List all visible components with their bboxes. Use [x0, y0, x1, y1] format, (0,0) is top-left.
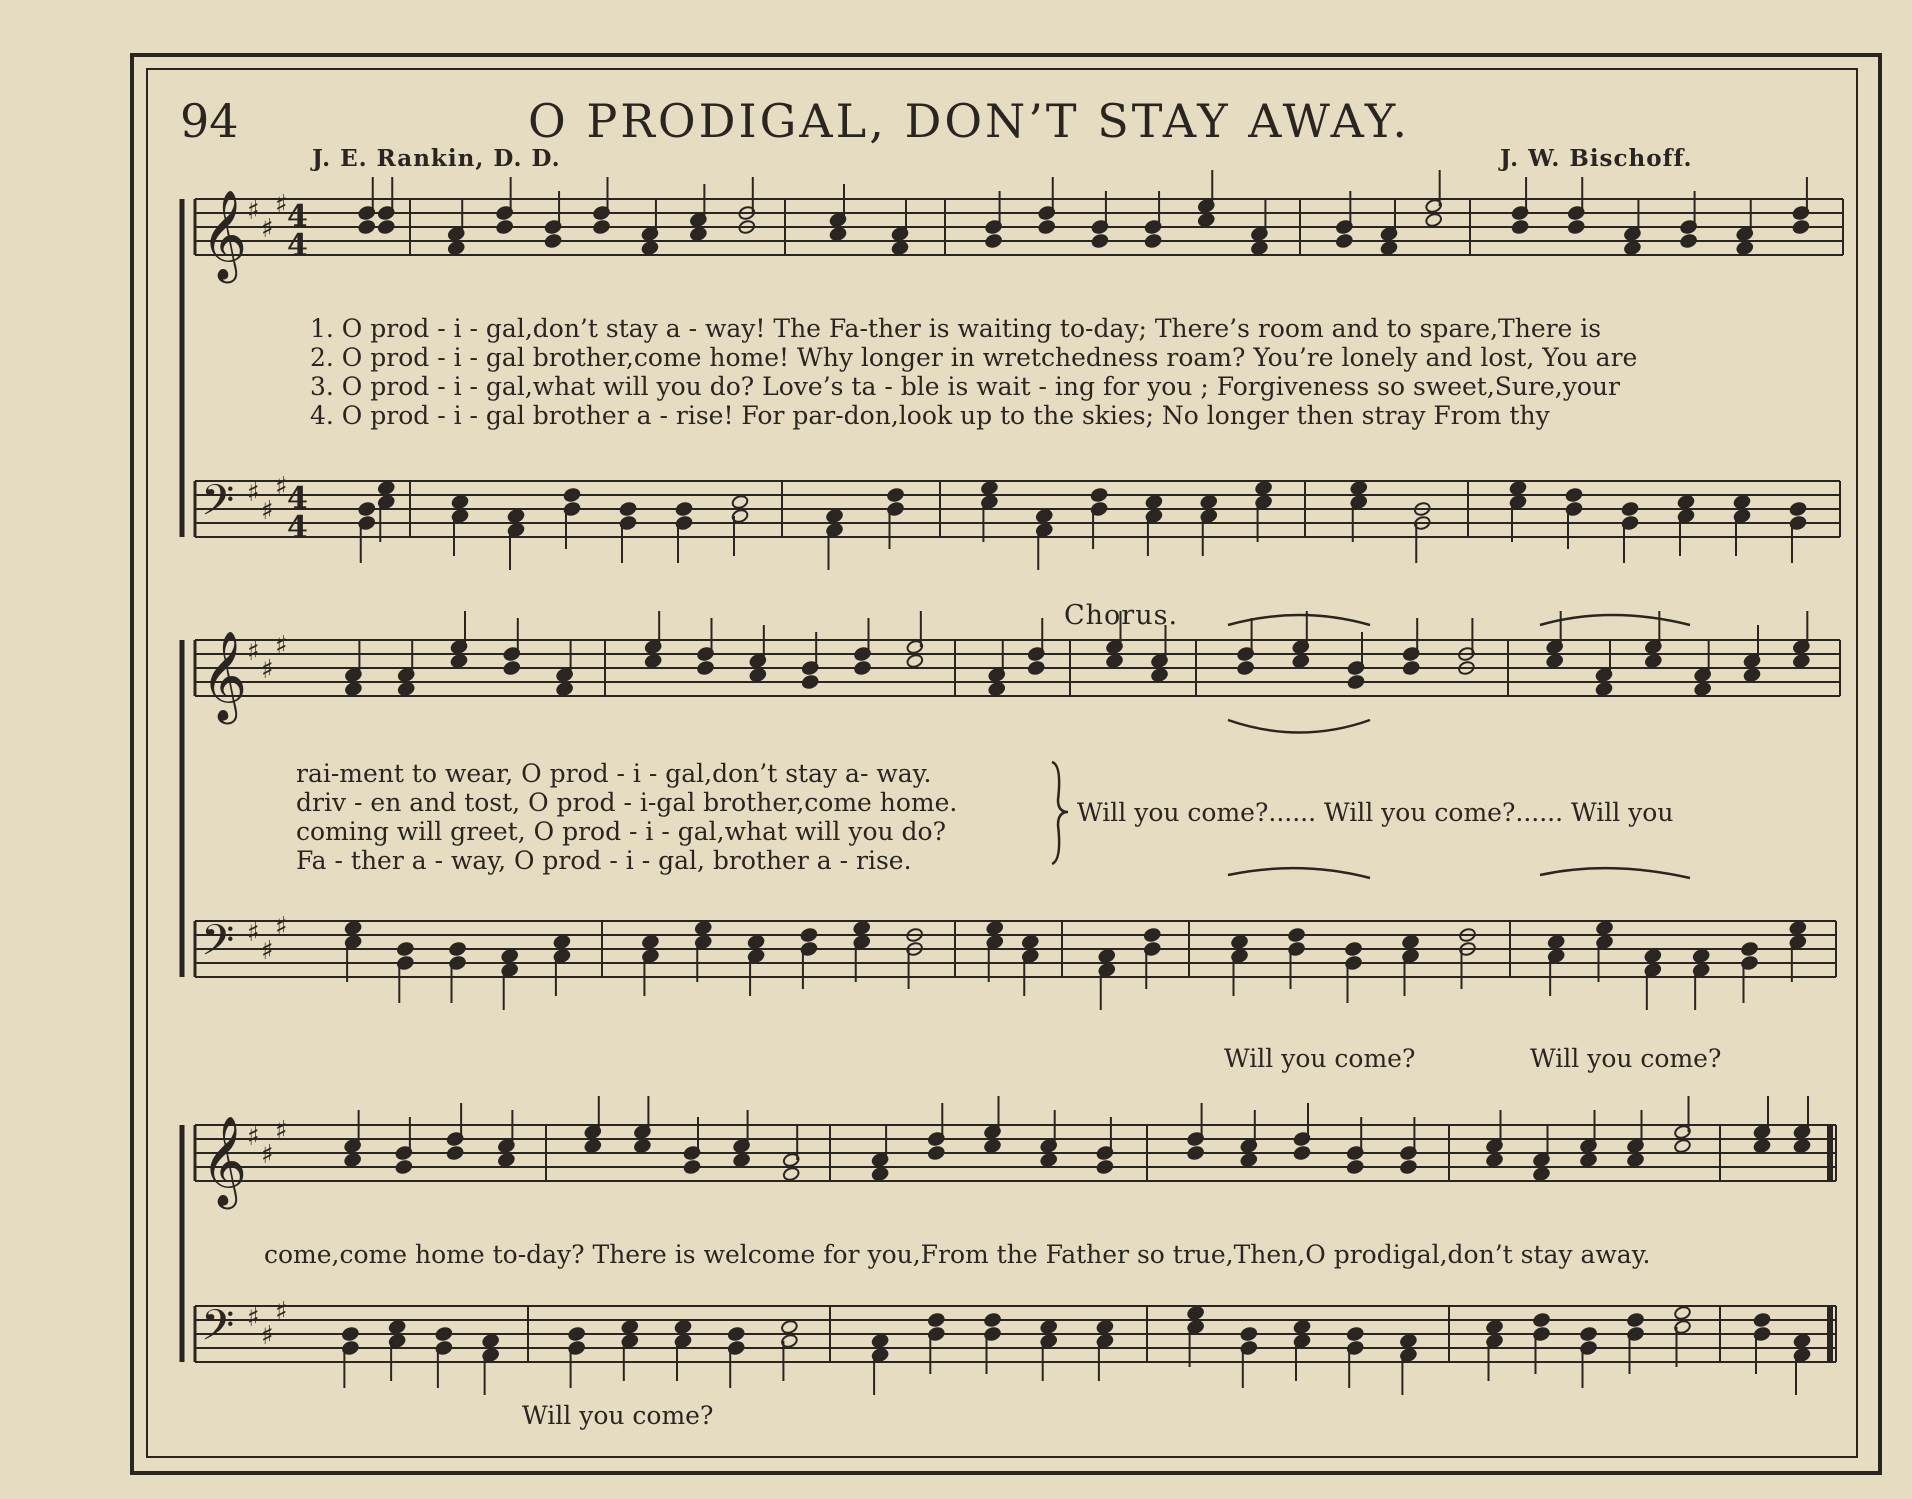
bass-clef-icon: 𝄢 — [201, 476, 235, 536]
notehead — [1753, 1138, 1771, 1153]
notehead — [1567, 219, 1585, 234]
notehead — [697, 660, 715, 675]
treble-clef-icon: 𝄞 — [201, 631, 248, 721]
notehead — [1736, 240, 1754, 255]
notehead — [1692, 948, 1710, 963]
notehead — [1623, 240, 1641, 255]
notehead — [449, 941, 467, 956]
notehead — [780, 1319, 798, 1334]
notehead — [584, 1138, 602, 1153]
chorus-label: Chorus. — [1064, 600, 1179, 631]
bass-response: Will you come? — [522, 1401, 714, 1430]
notehead — [1091, 233, 1109, 248]
notehead — [1038, 219, 1056, 234]
notehead — [800, 927, 818, 942]
notehead — [1143, 927, 1161, 942]
notehead — [1792, 653, 1810, 668]
notehead — [344, 1152, 362, 1167]
notehead — [1231, 934, 1249, 949]
notehead — [731, 494, 749, 509]
notehead — [927, 1312, 945, 1327]
chorus-response-1: Will you come? — [1224, 1044, 1416, 1073]
sharp-icon: ♯ — [261, 936, 274, 966]
notehead — [985, 233, 1003, 248]
notehead — [446, 1145, 464, 1160]
notehead — [689, 226, 707, 241]
composer-credit: J. W. Bischoff. — [1500, 145, 1693, 172]
notehead — [633, 1138, 651, 1153]
notehead — [1096, 1159, 1114, 1174]
verse-1-line-a: 1. O prod - i - gal,don’t stay a - way! The Fa-ther is waiting to-day; There’s room and to spare,There is — [310, 314, 1602, 343]
notehead — [1674, 1305, 1692, 1320]
notehead — [503, 660, 521, 675]
notehead — [1741, 941, 1759, 956]
verse-1-line-b: rai-ment to wear, O prod - i - gal,don’t stay a- way. — [296, 759, 932, 788]
notehead — [496, 219, 514, 234]
notehead — [988, 681, 1006, 696]
notehead — [344, 920, 362, 935]
notehead — [891, 240, 909, 255]
notehead — [344, 681, 362, 696]
notehead — [1402, 934, 1420, 949]
notehead — [1596, 920, 1614, 935]
sharp-icon: ♯ — [247, 1303, 260, 1333]
notehead — [621, 1319, 639, 1334]
notehead — [1346, 1159, 1364, 1174]
notehead — [1694, 681, 1712, 696]
notehead — [986, 920, 1004, 935]
chorus-final-line: come,come home to-day? There is welcome for you,From the Father so true,Then,O prodigal,don’t stay away. — [264, 1240, 1651, 1269]
notehead — [733, 1152, 751, 1167]
notehead — [568, 1326, 586, 1341]
sharp-icon: ♯ — [261, 1321, 274, 1351]
notehead — [619, 501, 637, 516]
notehead — [1644, 653, 1662, 668]
notehead — [544, 233, 562, 248]
notehead — [1402, 660, 1420, 675]
verse-4-line-a: 4. O prod - i - gal brother a - rise! For par-don,look up to the skies; No longer then stray From thy — [310, 401, 1550, 430]
notehead — [641, 934, 659, 949]
tie-slur — [1228, 720, 1370, 733]
notehead — [1035, 508, 1053, 523]
notehead — [801, 674, 819, 689]
tie-slur — [1228, 868, 1370, 878]
notehead — [395, 1159, 413, 1174]
time-signature-top: 4 — [287, 199, 308, 234]
chorus-call: Will you come?...... Will you come?...... Will you — [1077, 798, 1674, 827]
notehead — [1250, 240, 1268, 255]
verse-3-line-b: coming will greet, O prod - i - gal,what will you do? — [296, 817, 947, 846]
notehead — [829, 226, 847, 241]
notehead — [1187, 1305, 1205, 1320]
notehead — [1335, 233, 1353, 248]
sharp-icon: ♯ — [261, 655, 274, 685]
notehead — [1292, 653, 1310, 668]
notehead — [593, 219, 611, 234]
notehead — [1255, 480, 1273, 495]
notehead — [482, 1333, 500, 1348]
time-signature-bottom: 4 — [287, 228, 308, 263]
tie-slur — [1540, 615, 1690, 625]
notehead — [1627, 1152, 1645, 1167]
notehead — [1547, 934, 1565, 949]
notehead — [377, 219, 395, 234]
treble-clef-icon: 𝄞 — [201, 1116, 248, 1206]
sharp-icon: ♯ — [261, 496, 274, 526]
notehead — [641, 240, 659, 255]
time-signature-bottom: 4 — [287, 510, 308, 545]
notehead — [1733, 494, 1751, 509]
notehead — [1345, 941, 1363, 956]
verse-2-line-b: driv - en and tost, O prod - i-gal brother,come home. — [296, 788, 958, 817]
notehead — [1792, 219, 1810, 234]
notehead — [1240, 1152, 1258, 1167]
notehead — [644, 653, 662, 668]
notehead — [683, 1159, 701, 1174]
notehead — [1288, 927, 1306, 942]
notehead — [1040, 1319, 1058, 1334]
verse-4-line-b: Fa - ther a - way, O prod - i - gal, brother a - rise. — [296, 846, 912, 875]
notehead — [1789, 501, 1807, 516]
notehead — [887, 487, 905, 502]
notehead — [1793, 1333, 1811, 1348]
notehead — [1674, 1138, 1692, 1153]
notehead — [1621, 501, 1639, 516]
notehead — [1793, 1138, 1811, 1153]
sharp-icon: ♯ — [247, 478, 260, 508]
notehead — [1486, 1319, 1504, 1334]
notehead — [1580, 1326, 1598, 1341]
notehead — [1293, 1319, 1311, 1334]
verse-3-line-a: 3. O prod - i - gal,what will you do? Love’s ta - ble is wait - ing for you ; Forgiveness so sweet,Sure,your — [310, 372, 1620, 401]
notehead — [782, 1166, 800, 1181]
notehead — [1200, 494, 1218, 509]
notehead — [853, 920, 871, 935]
notehead — [694, 920, 712, 935]
sharp-icon: ♯ — [275, 631, 288, 661]
notehead — [450, 653, 468, 668]
notehead — [1743, 667, 1761, 682]
notehead — [871, 1166, 889, 1181]
sharp-icon: ♯ — [275, 912, 288, 942]
notehead — [727, 1326, 745, 1341]
notehead — [358, 219, 376, 234]
notehead — [501, 948, 519, 963]
notehead — [1565, 487, 1583, 502]
verse-2-line-a: 2. O prod - i - gal brother,come home! Why longer in wretchedness roam? You’re lonely and lost, You are — [310, 343, 1638, 372]
notehead — [1347, 674, 1365, 689]
notehead — [556, 681, 574, 696]
notehead — [358, 501, 376, 516]
notehead — [1595, 681, 1613, 696]
notehead — [377, 480, 395, 495]
notehead — [1346, 1326, 1364, 1341]
bass-clef-icon: 𝄢 — [201, 916, 235, 976]
notehead — [451, 494, 469, 509]
notehead — [1627, 1312, 1645, 1327]
notehead — [1509, 480, 1527, 495]
notehead — [1237, 660, 1255, 675]
notehead — [396, 941, 414, 956]
notehead — [1486, 1152, 1504, 1167]
notehead — [1021, 934, 1039, 949]
notehead — [927, 1145, 945, 1160]
notehead — [1096, 1319, 1114, 1334]
sharp-icon: ♯ — [247, 1122, 260, 1152]
notehead — [1197, 212, 1215, 227]
notehead — [1680, 233, 1698, 248]
notehead — [1293, 1145, 1311, 1160]
hymn-title: O PRODIGAL, DON’T STAY AWAY. — [528, 94, 1410, 148]
notehead — [1350, 480, 1368, 495]
notehead — [749, 667, 767, 682]
sharp-icon: ♯ — [261, 1140, 274, 1170]
notehead — [1425, 212, 1443, 227]
notehead — [906, 653, 924, 668]
notehead — [1753, 1312, 1771, 1327]
notehead — [1027, 660, 1045, 675]
notehead — [1098, 948, 1116, 963]
notehead — [1511, 219, 1529, 234]
sharp-icon: ♯ — [275, 1297, 288, 1327]
hymn-number: 94 — [180, 94, 239, 148]
sharp-icon: ♯ — [275, 472, 288, 502]
notehead — [1380, 240, 1398, 255]
sharp-icon: ♯ — [247, 637, 260, 667]
notehead — [1187, 1145, 1205, 1160]
author-credit: J. E. Rankin, D. D. — [312, 145, 561, 172]
sharp-icon: ♯ — [261, 214, 274, 244]
tie-slur — [1228, 615, 1370, 625]
verse-brace — [1052, 762, 1068, 864]
notehead — [1399, 1333, 1417, 1348]
treble-clef-icon: 𝄞 — [201, 190, 248, 280]
notehead — [497, 1152, 515, 1167]
notehead — [1145, 494, 1163, 509]
notehead — [1090, 487, 1108, 502]
notehead — [675, 501, 693, 516]
sharp-icon: ♯ — [247, 918, 260, 948]
notehead — [397, 681, 415, 696]
notehead — [341, 1326, 359, 1341]
notehead — [674, 1319, 692, 1334]
notehead — [871, 1333, 889, 1348]
notehead — [435, 1326, 453, 1341]
notehead — [1106, 653, 1124, 668]
tie-slur — [1540, 868, 1690, 878]
notehead — [747, 934, 765, 949]
bass-clef-icon: 𝄢 — [201, 1301, 235, 1361]
notehead — [1399, 1159, 1417, 1174]
notehead — [1533, 1312, 1551, 1327]
notehead — [854, 660, 872, 675]
notehead — [1533, 1166, 1551, 1181]
notehead — [984, 1312, 1002, 1327]
notehead — [980, 480, 998, 495]
notehead — [1151, 667, 1169, 682]
sharp-icon: ♯ — [275, 190, 288, 220]
time-signature-top: 4 — [287, 481, 308, 516]
notehead — [1789, 920, 1807, 935]
notehead — [1644, 948, 1662, 963]
notehead — [388, 1319, 406, 1334]
notehead — [507, 508, 525, 523]
notehead — [447, 240, 465, 255]
notehead — [1240, 1326, 1258, 1341]
notehead — [1546, 653, 1564, 668]
notehead — [1677, 494, 1695, 509]
notehead — [826, 508, 844, 523]
sharp-icon: ♯ — [275, 1116, 288, 1146]
notehead — [1040, 1152, 1058, 1167]
notehead — [984, 1138, 1002, 1153]
notehead — [553, 934, 571, 949]
notehead — [1144, 233, 1162, 248]
notehead — [1580, 1152, 1598, 1167]
notehead — [563, 487, 581, 502]
chorus-response-2: Will you come? — [1530, 1044, 1722, 1073]
sharp-icon: ♯ — [247, 196, 260, 226]
